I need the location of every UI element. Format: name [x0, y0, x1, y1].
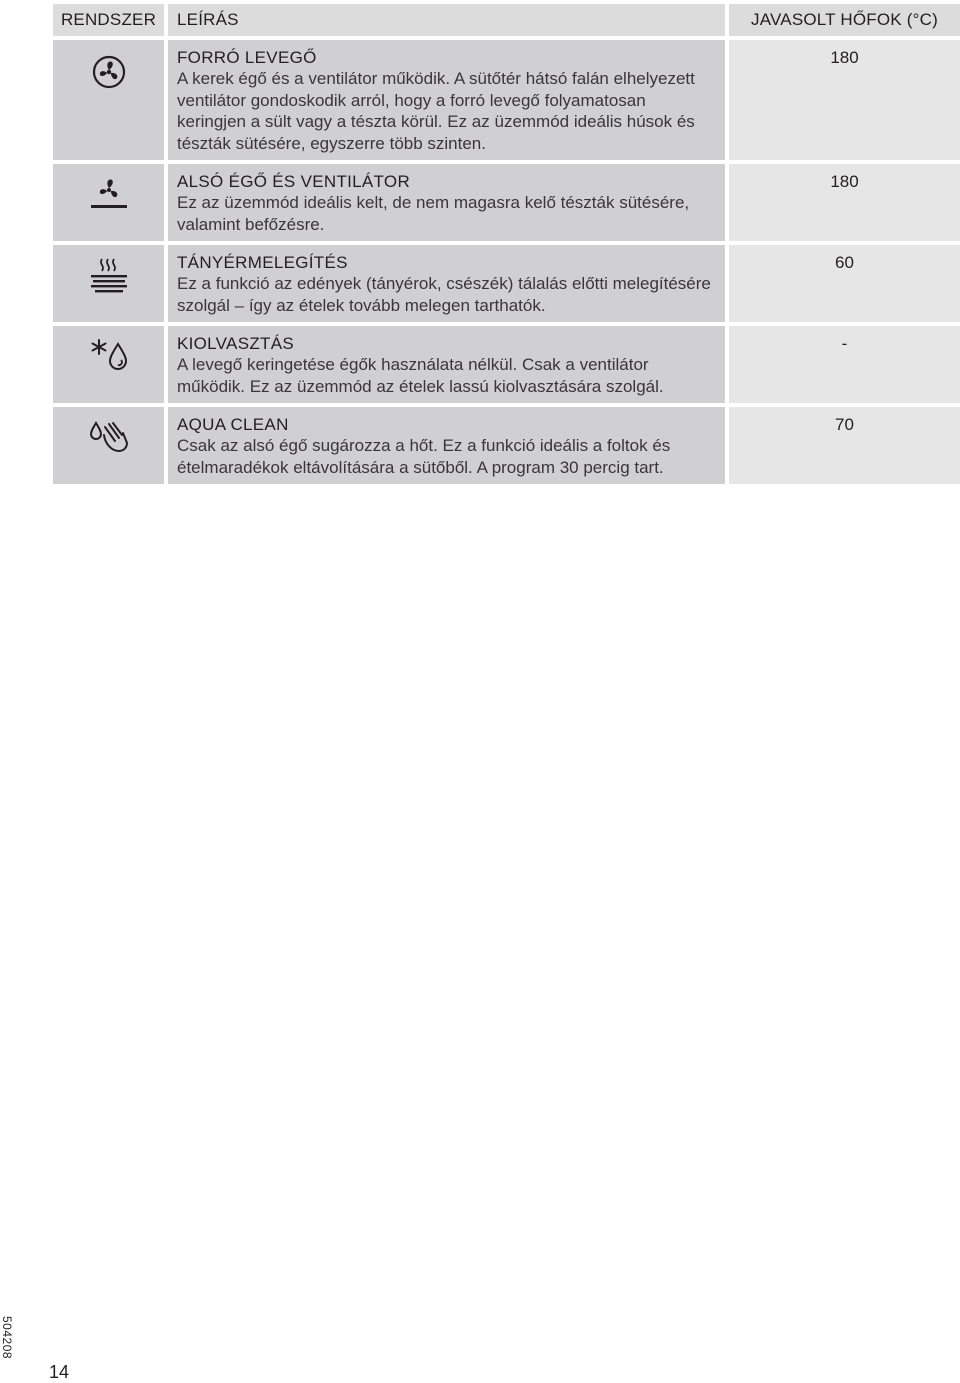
mode-temperature: 70 [729, 407, 960, 484]
document-code: 504208 [0, 1316, 14, 1360]
mode-title: AQUA CLEAN [177, 415, 289, 434]
table-row [53, 326, 960, 403]
hot-air-fan-icon [87, 50, 131, 94]
mode-temperature: 60 [729, 245, 960, 322]
header-temperature: JAVASOLT HŐFOK (°C) [729, 4, 960, 36]
bottom-heater-fan-icon [87, 172, 131, 216]
page-number: 14 [49, 1362, 70, 1382]
table-row [53, 164, 960, 241]
mode-description: A kerek égő és a ventilátor működik. A sütőtér hátsó falán elhelyezett ventilátor gondoskodik arról, hogy a forró levegő folyamatosan keringjen a sült vagy a tészta körül. Ez az üzemmód ideális húsok és tészták sütésére, egyszerre több szinten. [177, 69, 695, 153]
mode-title: TÁNYÉRMELEGÍTÉS [177, 253, 348, 272]
table-row [53, 245, 960, 322]
mode-title: KIOLVASZTÁS [177, 334, 294, 353]
table-header [53, 4, 960, 36]
mode-title: ALSÓ ÉGŐ ÉS VENTILÁTOR [177, 172, 411, 191]
mode-description: Ez az üzemmód ideális kelt, de nem magasra kelő tészták sütésére, valamint befőzésre. [177, 193, 690, 234]
mode-description: Csak az alsó égő sugározza a hőt. Ez a funkció ideális a foltok és ételmaradékok eltávolítására a sütőből. A program 30 percig tart. [177, 436, 671, 477]
modes-table [53, 4, 960, 484]
header-system: RENDSZER [53, 4, 164, 36]
mode-title: FORRÓ LEVEGŐ [177, 48, 317, 67]
table-row [53, 407, 960, 484]
header-description: LEÍRÁS [168, 4, 725, 36]
defrost-icon [87, 334, 131, 378]
aqua-clean-icon [87, 415, 131, 459]
plate-warming-icon [87, 253, 131, 297]
mode-temperature: 180 [729, 164, 960, 241]
table-row [53, 40, 960, 160]
mode-temperature: - [729, 326, 960, 403]
mode-description: Ez a funkció az edények (tányérok, csészék) tálalás előtti melegítésére szolgál – így az ételek tovább melegen tarthatók. [177, 274, 711, 315]
mode-description: A levegő keringetése égők használata nélkül. Csak a ventilátor működik. Ez az üzemmód az ételek lassú kiolvasztására szolgál. [177, 355, 664, 396]
mode-temperature: 180 [729, 40, 960, 160]
